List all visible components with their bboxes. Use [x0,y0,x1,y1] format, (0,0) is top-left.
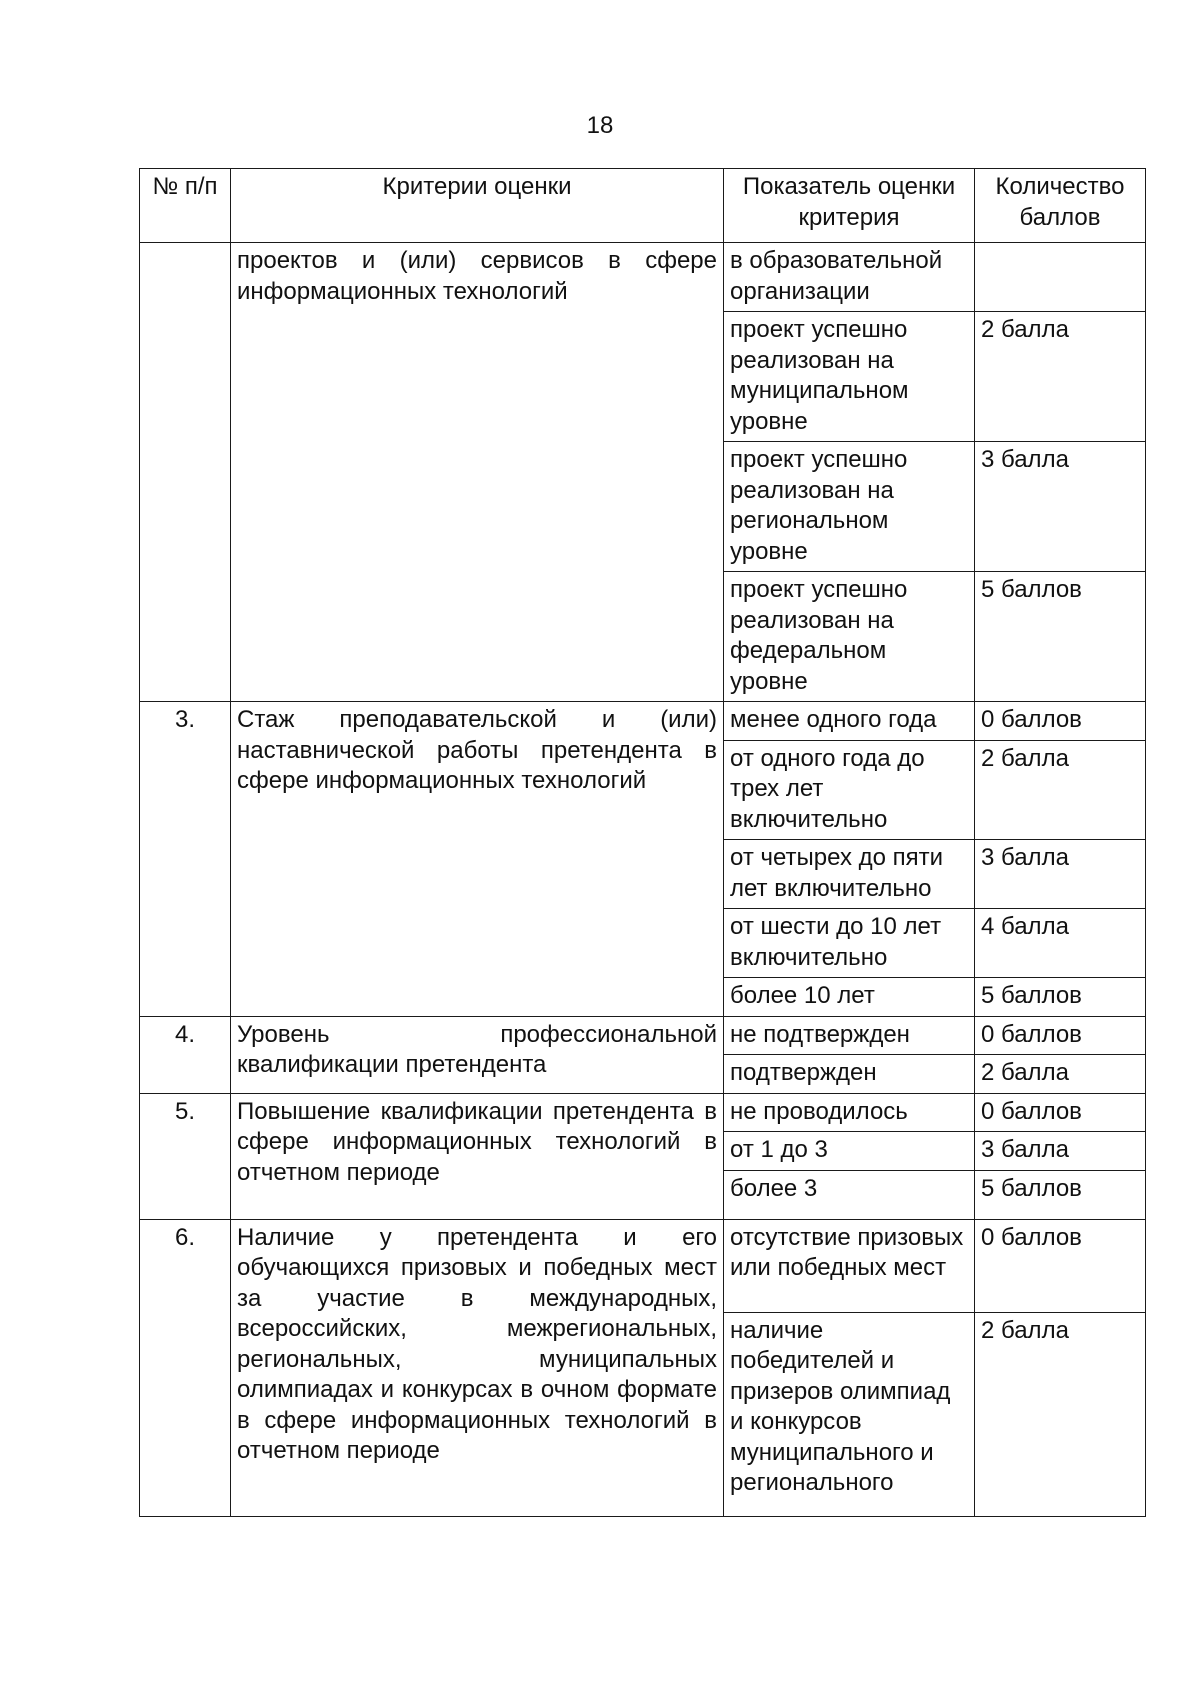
score-cell: 0 баллов [975,1016,1146,1055]
table-row [140,1219,1146,1312]
criterion-cell: Стаж преподавательской и (или) наставнической работы претендента в сфере информационных технологий [231,702,724,1017]
table-row [140,1016,1146,1055]
indicator-cell: менее одного года [724,702,975,741]
score-cell: 5 баллов [975,978,1146,1017]
indicator-cell: подтвержден [724,1055,975,1094]
table-row [140,243,1146,312]
score-cell: 5 баллов [975,1170,1146,1219]
table-header-row [140,169,1146,243]
score-cell: 0 баллов [975,1219,1146,1312]
indicator-cell: более 3 [724,1170,975,1219]
indicator-cell: отсутствие призовых или победных мест [724,1219,975,1312]
header-num: № п/п [140,169,231,243]
header-criterion: Критерии оценки [231,169,724,243]
row-number: 3. [140,702,231,1017]
indicator-cell: не проводилось [724,1093,975,1132]
indicator-cell: наличие победителей и призеров олимпиад и конкурсов муниципального и регионального [724,1312,975,1516]
indicator-cell: от одного года до трех лет включительно [724,740,975,840]
table-row [140,702,1146,741]
indicator-cell: более 10 лет [724,978,975,1017]
score-cell: 2 балла [975,740,1146,840]
score-cell: 5 баллов [975,572,1146,702]
score-cell: 4 балла [975,909,1146,978]
score-cell: 2 балла [975,1055,1146,1094]
row-number: 5. [140,1093,231,1219]
page-number: 18 [586,112,614,139]
score-cell [975,243,1146,312]
row-number [140,243,231,702]
indicator-cell: не подтвержден [724,1016,975,1055]
header-score: Количество баллов [975,169,1146,243]
indicator-cell: проект успешно реализован на региональном уровне [724,442,975,572]
indicator-cell: от 1 до 3 [724,1132,975,1171]
score-cell: 2 балла [975,1312,1146,1516]
table-row [140,1093,1146,1132]
table-body [140,243,1146,1517]
criteria-table [139,168,1146,1517]
indicator-cell: проект успешно реализован на муниципальном уровне [724,312,975,442]
score-cell: 3 балла [975,1132,1146,1171]
criterion-cell: Уровень профессиональной квалификации претендента [231,1016,724,1093]
score-cell: 3 балла [975,840,1146,909]
row-number: 4. [140,1016,231,1093]
criterion-cell: Наличие у претендента и его обучающихся призовых и победных мест за участие в международных, всероссийских, межрегиональных, региональных, муниципальных олимпиадах и конкурсах в очном формате в сфере информационных технологий в отчетном периоде [231,1219,724,1516]
indicator-cell: в образовательной организации [724,243,975,312]
header-indicator: Показатель оценки критерия [724,169,975,243]
indicator-cell: проект успешно реализован на федеральном уровне [724,572,975,702]
score-cell: 0 баллов [975,1093,1146,1132]
indicator-cell: от четырех до пяти лет включительно [724,840,975,909]
indicator-cell: от шести до 10 лет включительно [724,909,975,978]
score-cell: 3 балла [975,442,1146,572]
score-cell: 2 балла [975,312,1146,442]
criterion-cell: проектов и (или) сервисов в сфере информационных технологий [231,243,724,702]
row-number: 6. [140,1219,231,1516]
criterion-cell: Повышение квалификации претендента в сфере информационных технологий в отчетном периоде [231,1093,724,1219]
score-cell: 0 баллов [975,702,1146,741]
